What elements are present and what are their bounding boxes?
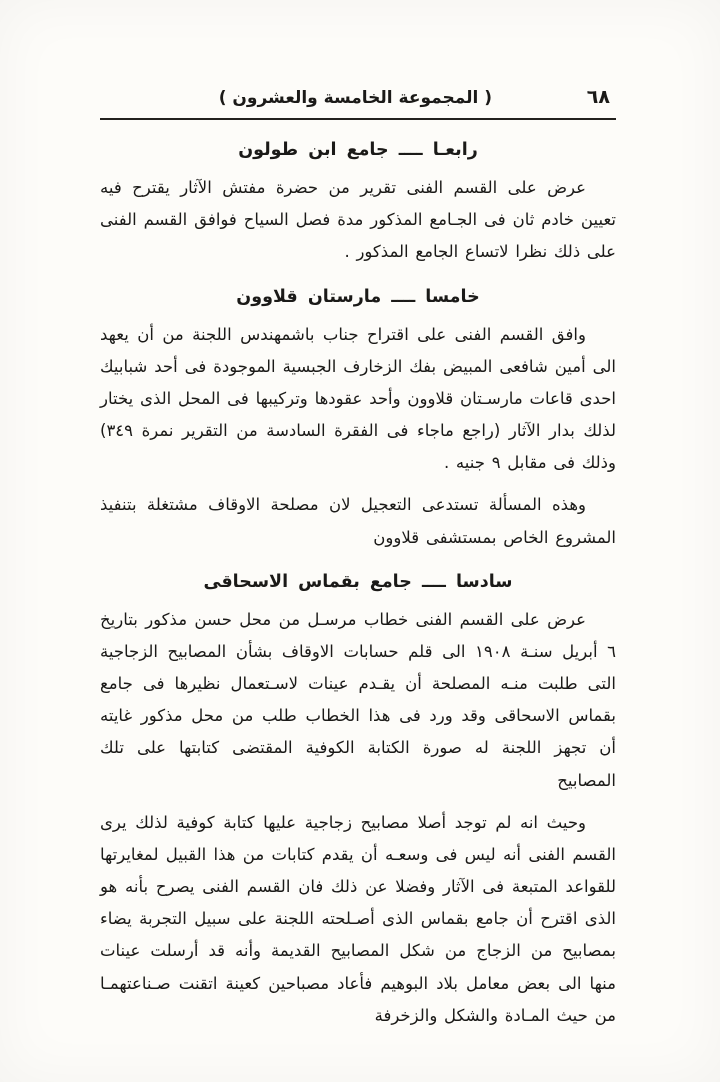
section-fourth-ibn-tulun (100, 140, 616, 269)
series-title: ( المجموعة الخامسة والعشرون ) (218, 88, 493, 108)
section-heading: سادسا ــــ جامع بقماس الاسحاقى (203, 571, 513, 592)
section-heading: خامسا ــــ مارستان قلاوون (236, 286, 480, 307)
section-sixth-baqmas-mosque (100, 572, 616, 1032)
section-paragraph: عرض على القسم الفنى خطاب مرسـل من محل حسن مذكور بتاريخ ٦ أبريل سنـة ١٩٠٨ الى قلم حسابات الاوقاف بشأن المصابيح الزجاجية التى طلبت منـه المصلحة أن يقـدم عينات لاسـتعمال نظيرها فى جامع بقماس الاسحاقى وقد ورد فى هذا الخطاب طلب من محل مذكور غايته أن تجهز اللجنة له صورة الكتابة الكوفية المقتضى كتابتها على تلك المصابيح (100, 609, 616, 790)
page-header (100, 86, 616, 118)
page-number: ٦٨ (586, 86, 610, 108)
section-heading: رابعـا ــــ جامع ابن طولون (238, 140, 478, 160)
section-paragraph: وحيث انه لم توجد أصلا مصابيح زجاجية عليها كتابة كوفية لذلك يرى القسم الفنى أنه ليس فى وسعـه أن يقدم كتابات من هذا القبيل لمغايرتها للقواعد المتبعة فى الآثار وفضلا عن ذلك فان القسم الفنى يصرح بأنه هو الذى اقترح أن جامع بقماس الذى أصـلحته اللجنة على سبيل التجربة يضاء بمصابيح من الزجاج من شكل المصابيح القديمة وأنه قد أرسلت عينات منها الى بعض معامل بلاد البوهيم فأعاد مصباحين كعينة اتقنت صـناعتهمـا من حيث المـادة والشكل والزخرفة (100, 812, 616, 1025)
section-fifth-maristan-qalawun (100, 287, 616, 554)
page-content (100, 86, 616, 1036)
section-paragraph: وافق القسم الفنى على اقتراح جناب باشمهندس اللجنة من أن يعهد الى أمين شافعى المبيض بفك الزخارف الجبسية الموجودة فى أحد شبابيك احدى قاعات مارسـتان قلاوون وأحد عقودها وتركيبها فى المحل الذى يختار لذلك بدار الآثار (راجع ماجاء فى الفقرة السادسة من التقرير نمرة ٣٤٩) وذلك فى مقابل ٩ جنيه . (100, 324, 616, 473)
section-paragraph: عرض على القسم الفنى تقرير من حضرة مفتش الآثار يقترح فيه تعيين خادم ثان فى الجـامع المذكور مدة فصل السياح فوافق القسم الفنى على ذلك نظرا لاتساع الجامع المذكور . (100, 178, 616, 262)
section-paragraph: وهذه المسألة تستدعى التعجيل لان مصلحة الاوقاف مشتغلة بتنفيذ المشروع الخاص بمستشفى قلاوون (100, 495, 616, 547)
header-divider (100, 118, 616, 120)
